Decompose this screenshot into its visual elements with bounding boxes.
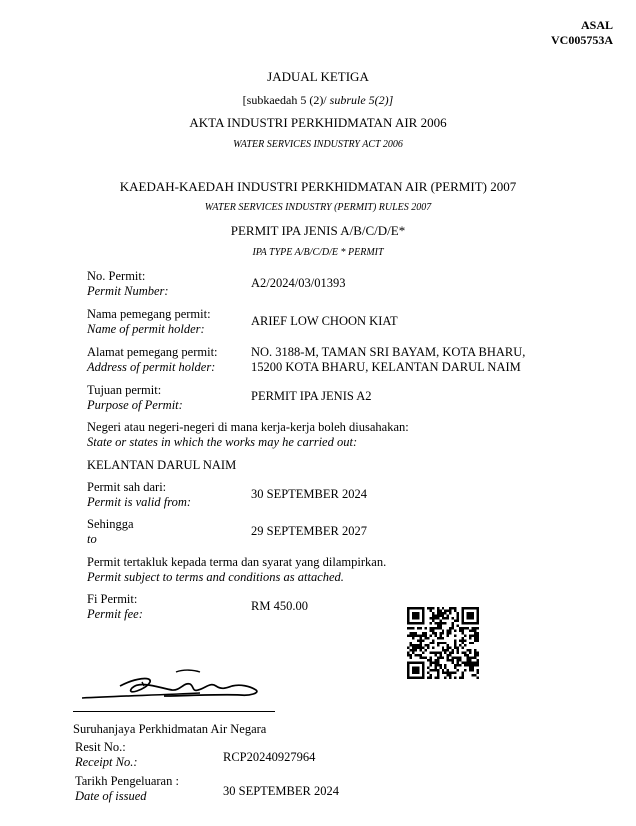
permit-number-label (87, 269, 169, 299)
valid-from-label-ms: Permit sah dari: (87, 480, 167, 494)
valid-to-value: 29 SEPTEMBER 2027 (251, 524, 367, 538)
receipt-label (75, 740, 137, 770)
terms-en: Permit subject to terms and conditions as attached. (87, 570, 344, 584)
states-label-en: State or states in which the works may he carried out: (87, 435, 358, 449)
copy-label: ASAL (580, 18, 613, 32)
holder-address-line1: NO. 3188-M, TAMAN SRI BAYAM, KOTA BHARU, (251, 345, 526, 359)
signature-line (73, 711, 275, 712)
terms-ms: Permit tertakluk kepada terma dan syarat yang dilampirkan. (87, 555, 387, 569)
holder-name-label (87, 307, 211, 337)
qr-code-icon (407, 607, 479, 679)
rules-malay: KAEDAH-KAEDAH INDUSTRI PERKHIDMATAN AIR (PERMIT) 2007 (119, 179, 517, 194)
holder-address-value (251, 345, 525, 375)
purpose-label-ms: Tujuan permit: (87, 383, 162, 397)
states-label (87, 420, 409, 450)
valid-to-label-ms: Sehingga (87, 517, 134, 531)
receipt-label-en: Receipt No.: (75, 755, 138, 769)
issue-date-label-ms: Tarikh Pengeluaran : (75, 774, 179, 788)
purpose-label (87, 383, 183, 413)
permit-number-value: A2/2024/03/01393 (251, 276, 346, 290)
rules-english: WATER SERVICES INDUSTRY (PERMIT) RULES 2007 (204, 202, 432, 213)
states-label-ms: Negeri atau negeri-negeri di mana kerja-kerja boleh diusahakan: (87, 420, 409, 434)
holder-address-line2: 15200 KOTA BHARU, KELANTAN DARUL NAIM (251, 360, 521, 374)
valid-from-value: 30 SEPTEMBER 2024 (251, 487, 367, 501)
act-english: WATER SERVICES INDUSTRY ACT 2006 (233, 139, 403, 150)
holder-name-label-en: Name of permit holder: (87, 322, 205, 336)
permit-number-label-ms: No. Permit: (87, 269, 146, 283)
issue-date-label (75, 774, 179, 804)
corner-ids (551, 18, 613, 48)
fee-label (87, 592, 143, 622)
permit-number-label-en: Permit Number: (87, 284, 169, 298)
states-value: KELANTAN DARUL NAIM (87, 458, 237, 472)
fee-label-en: Permit fee: (87, 607, 143, 621)
permit-type-malay: PERMIT IPA JENIS A/B/C/D/E* (230, 223, 406, 238)
issue-date-label-en: Date of issued (75, 789, 147, 803)
signature-graphic (80, 660, 280, 710)
valid-to-label-en: to (87, 532, 97, 546)
purpose-value: PERMIT IPA JENIS A2 (251, 389, 372, 403)
issuer-name: Suruhanjaya Perkhidmatan Air Negara (73, 722, 267, 736)
subrule-malay: [subkaedah 5 (2)/ (242, 93, 327, 107)
fee-value: RM 450.00 (251, 599, 308, 613)
subrule-english: subrule 5(2)] (329, 93, 394, 107)
subrule-line (0, 93, 636, 108)
act-malay: AKTA INDUSTRI PERKHIDMATAN AIR 2006 (189, 115, 447, 130)
receipt-label-ms: Resit No.: (75, 740, 126, 754)
schedule-title: JADUAL KETIGA (267, 69, 369, 84)
holder-address-label-ms: Alamat pemegang permit: (87, 345, 218, 359)
holder-name-value: ARIEF LOW CHOON KIAT (251, 314, 398, 328)
valid-from-label (87, 480, 191, 510)
holder-name-label-ms: Nama pemegang permit: (87, 307, 211, 321)
purpose-label-en: Purpose of Permit: (87, 398, 183, 412)
holder-address-label-en: Address of permit holder: (87, 360, 216, 374)
fee-label-ms: Fi Permit: (87, 592, 138, 606)
holder-address-label (87, 345, 218, 375)
permit-type-english: IPA TYPE A/B/C/D/E * PERMIT (252, 247, 384, 258)
issue-date-value: 30 SEPTEMBER 2024 (223, 784, 339, 798)
valid-to-label (87, 517, 134, 547)
receipt-value: RCP20240927964 (223, 750, 316, 764)
terms-text (87, 555, 386, 585)
serial-number: VC005753A (551, 33, 613, 47)
valid-from-label-en: Permit is valid from: (87, 495, 192, 509)
